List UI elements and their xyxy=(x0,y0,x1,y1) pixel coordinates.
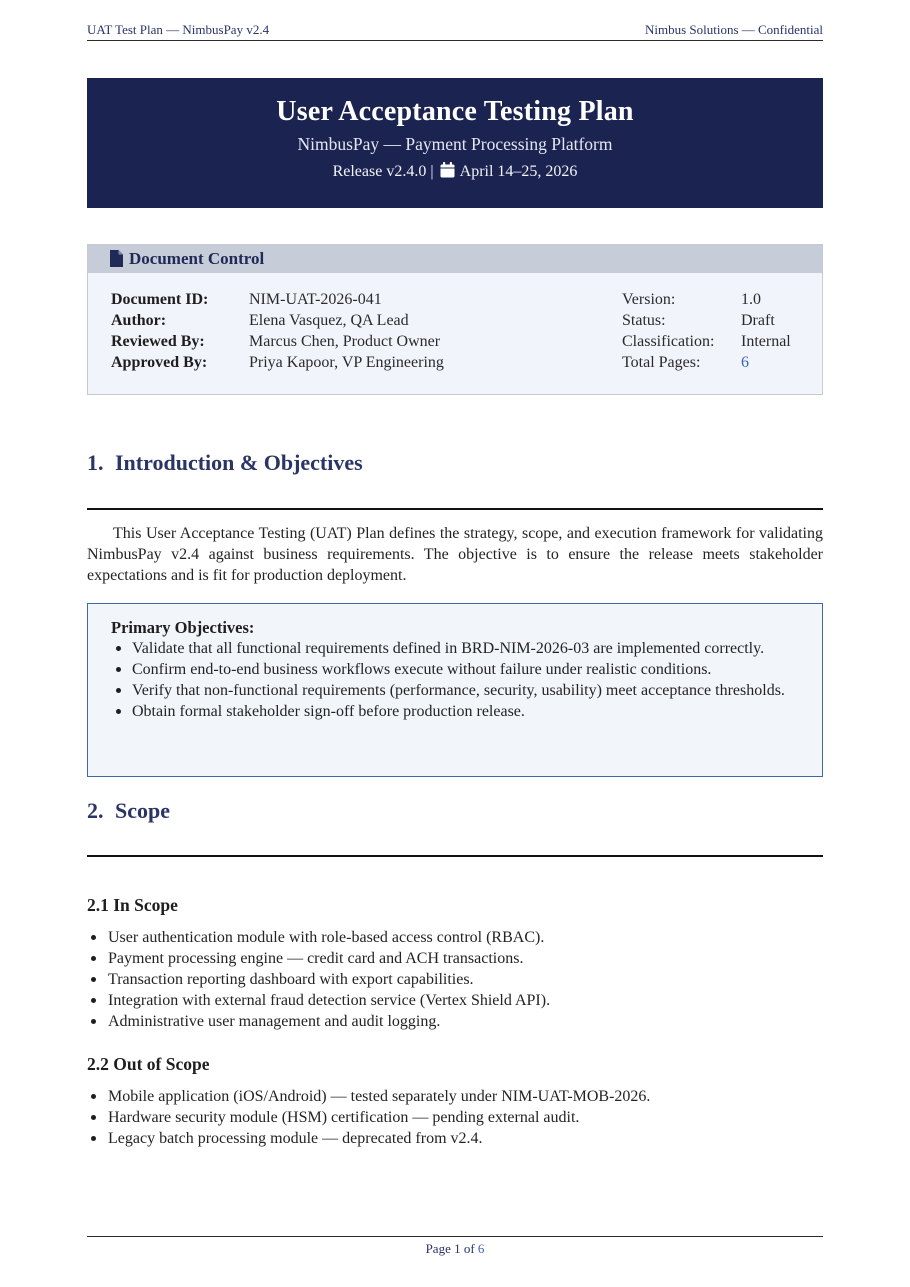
list-item: Confirm end-to-end business workflows execute without failure under realistic conditions. xyxy=(111,659,801,680)
page-number-label: Page 1 of xyxy=(425,1241,475,1256)
objectives-heading: Primary Objectives: xyxy=(111,618,255,637)
in-scope-heading: 2.1 In Scope xyxy=(87,895,178,915)
section-number: 2. xyxy=(87,798,104,823)
field-label: Document ID: xyxy=(111,291,209,308)
field-value: 1.0 xyxy=(741,291,761,308)
doc-control-row xyxy=(88,291,822,312)
field-value: Elena Vasquez, QA Lead xyxy=(249,312,409,329)
footer-divider xyxy=(87,1236,823,1237)
running-header-right: Nimbus Solutions — Confidential xyxy=(644,22,823,37)
field-label: Author: xyxy=(111,312,167,329)
section-1-heading xyxy=(87,450,363,476)
list-item: Validate that all functional requirements defined in BRD-NIM-2026-03 are implemented correctly. xyxy=(111,638,801,659)
doc-control-row xyxy=(88,333,822,354)
field-label: Classification: xyxy=(622,333,715,350)
field-value: Priya Kapoor, VP Engineering xyxy=(249,354,444,371)
file-icon xyxy=(110,250,123,272)
doc-control-row xyxy=(88,354,822,375)
objectives-box xyxy=(87,603,823,777)
calendar-icon xyxy=(440,162,455,183)
list-item: Administrative user management and audit logging. xyxy=(87,1011,823,1032)
list-item: Integration with external fraud detection service (Vertex Shield API). xyxy=(87,990,823,1011)
field-label: Version: xyxy=(622,291,676,308)
section-divider xyxy=(87,508,823,510)
list-item: Transaction reporting dashboard with export capabilities. xyxy=(87,969,823,990)
field-value: Draft xyxy=(741,312,775,329)
field-value: Marcus Chen, Product Owner xyxy=(249,333,441,350)
section-number: 1. xyxy=(87,450,104,475)
page-footer xyxy=(87,1241,823,1257)
running-header xyxy=(87,21,823,41)
document-control-title: Document Control xyxy=(129,249,265,268)
release-line xyxy=(87,162,823,183)
field-label: Approved By: xyxy=(111,354,208,371)
document-control-header xyxy=(88,245,822,273)
running-header-left: UAT Test Plan — NimbusPay v2.4 xyxy=(87,22,270,37)
list-item: User authentication module with role-based access control (RBAC). xyxy=(87,927,823,948)
list-item: Obtain formal stakeholder sign-off before production release. xyxy=(111,701,801,722)
out-of-scope-heading: 2.2 Out of Scope xyxy=(87,1054,210,1074)
list-item: Hardware security module (HSM) certification — pending external audit. xyxy=(87,1107,823,1128)
total-pages-link[interactable]: 6 xyxy=(741,354,749,371)
list-item: Legacy batch processing module — deprecated from v2.4. xyxy=(87,1128,823,1149)
objectives-list xyxy=(111,638,801,722)
total-pages-link[interactable]: 6 xyxy=(477,1241,485,1256)
list-item: Payment processing engine — credit card and ACH transactions. xyxy=(87,948,823,969)
field-label: Reviewed By: xyxy=(111,333,205,350)
list-item: Mobile application (iOS/Android) — tested separately under NIM-UAT-MOB-2026. xyxy=(87,1086,823,1107)
section-title: Scope xyxy=(115,798,170,823)
release-label: Release v2.4.0 | xyxy=(332,163,434,180)
doc-control-row xyxy=(88,312,822,333)
document-control-box xyxy=(87,244,823,395)
in-scope-list xyxy=(87,927,823,1032)
out-of-scope-list xyxy=(87,1086,823,1149)
document-title: User Acceptance Testing Plan xyxy=(276,96,634,127)
field-value: Internal xyxy=(741,333,791,350)
title-banner xyxy=(87,78,823,208)
field-label: Total Pages: xyxy=(622,354,701,371)
intro-paragraph: This User Acceptance Testing (UAT) Plan defines the strategy, scope, and execution framework for validating NimbusPay v2.4 against business requirements. The objective is to ensure the release meets stakeholder expectations and is fit for production deployment. xyxy=(87,525,823,584)
document-subtitle: NimbusPay — Payment Processing Platform xyxy=(297,134,613,154)
section-divider xyxy=(87,855,823,857)
section-title: Introduction & Objectives xyxy=(115,450,363,475)
release-dates: April 14–25, 2026 xyxy=(459,163,578,180)
field-label: Status: xyxy=(622,312,666,329)
section-2-heading xyxy=(87,798,170,824)
document-page xyxy=(87,0,823,1287)
field-value: NIM-UAT-2026-041 xyxy=(249,291,382,308)
list-item: Verify that non-functional requirements (performance, security, usability) meet acceptance thresholds. xyxy=(111,680,801,701)
